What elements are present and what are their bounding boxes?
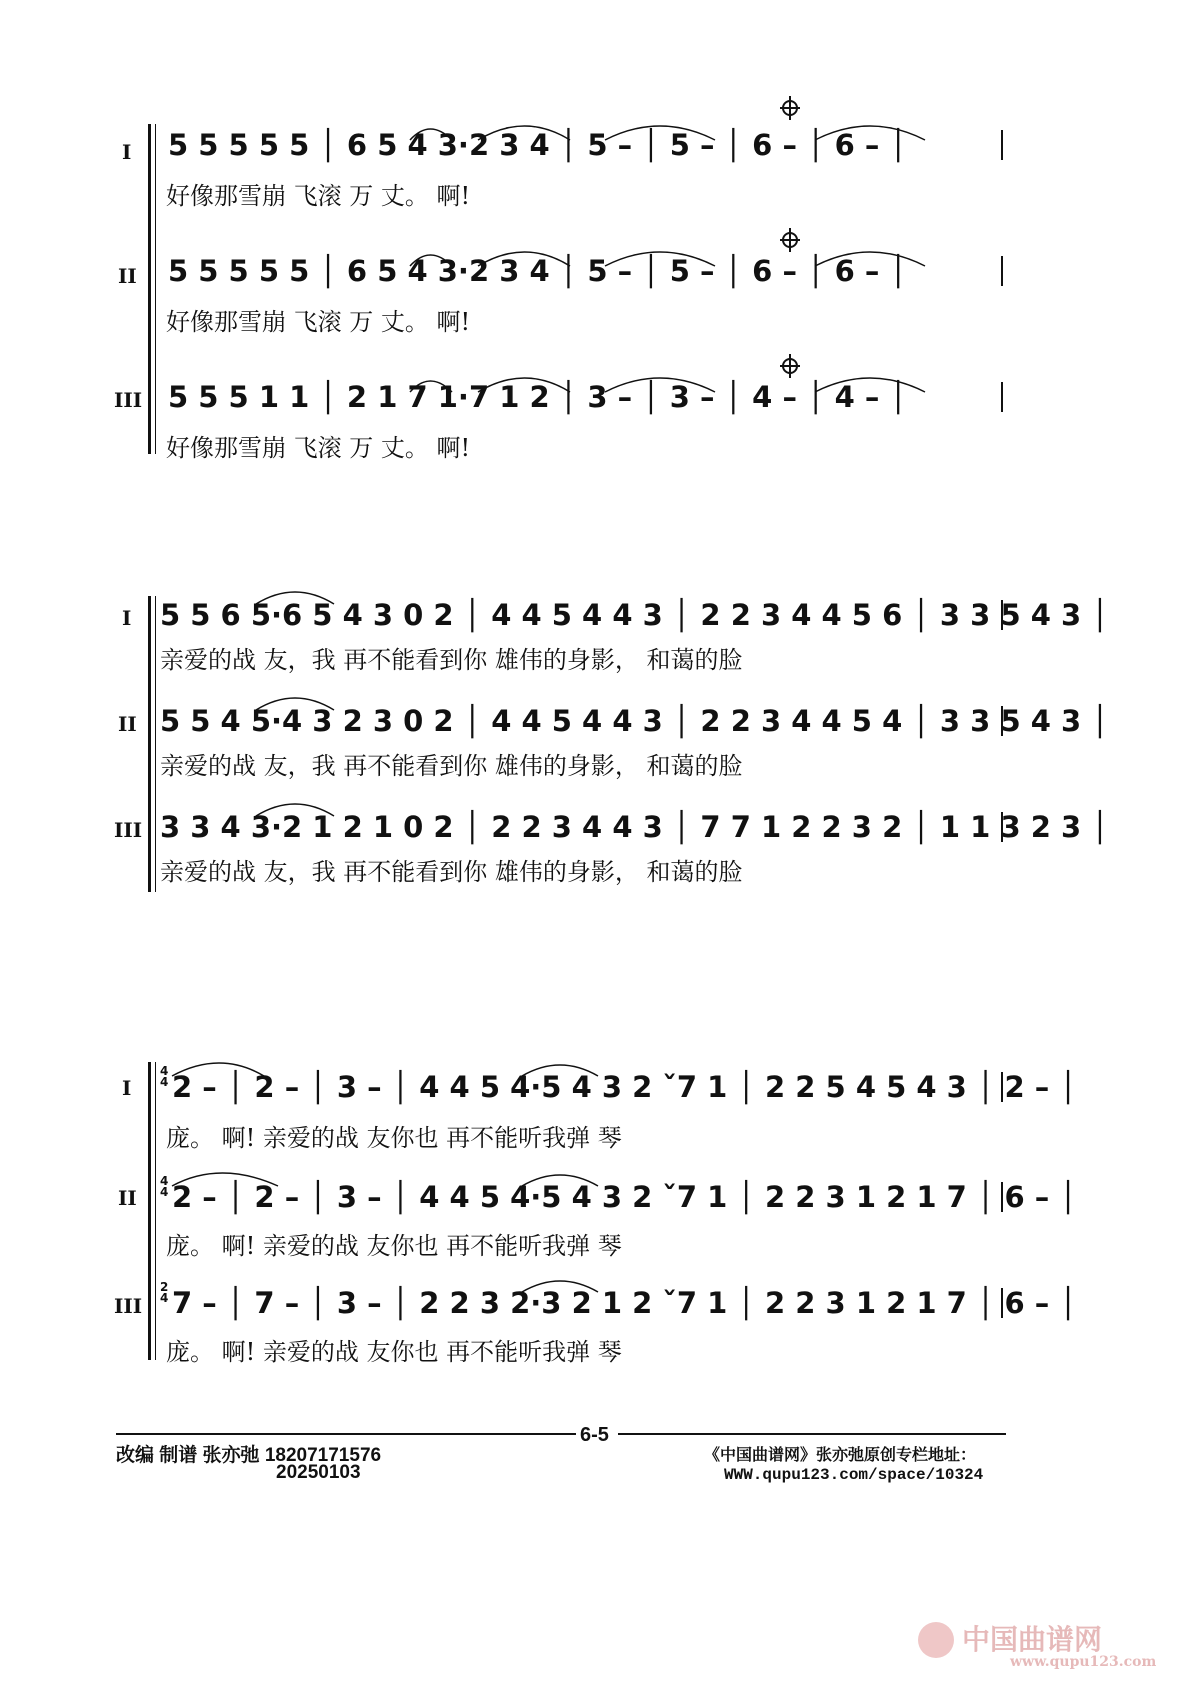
slur-arcs [172,126,925,1292]
notation-line: 5 5 6 5·6 5 4 3 0 2 │ 4 4 5 4 4 3 │ 2 2 3 4 4 5 6 │ 3 3 5 4 3 │ [160,598,1109,632]
time-signature: 4 4 [160,1174,169,1199]
voice-label: I [122,1076,132,1100]
voice-label: I [122,140,132,164]
watermark-logo [918,1622,954,1658]
lyrics-line: 好像那雪崩 飞滚 万 丈。 啊! [166,434,471,462]
lyrics-line: 好像那雪崩 飞滚 万 丈。 啊! [166,182,471,210]
lyrics-line: 好像那雪崩 飞滚 万 丈。 啊! [166,308,471,336]
coda-sign-icon [780,96,800,120]
lyrics-line: 庞。 啊! 亲爱的战 友你也 再不能听我弹 琴 [166,1338,622,1366]
site-line: 《中国曲谱网》张亦弛原创专栏地址： [704,1447,977,1465]
voice-label: III [114,388,143,412]
notation-line: 5 5 5 5 5 │ 6 5 4 3·2 3 4 │ 5 – │ 5 – │ 6 – │ 6 – │ [168,254,907,288]
voice-label: III [114,818,143,842]
voice-label: II [118,264,137,288]
voice-label: III [114,1294,143,1318]
notation-line: 7 – │ 7 – │ 3 – │ 2 2 3 2·3 2 1 2 ˇ7 1 │ 2 2 3 1 2 1 7 │ 6 – │ [172,1286,1077,1320]
notation-line: 2 – │ 2 – │ 3 – │ 4 4 5 4·5 4 3 2 ˇ7 1 │ 2 2 3 1 2 1 7 │ 6 – │ [172,1180,1077,1214]
lyrics-line: 亲爱的战 友，我 再不能看到你 雄伟的身影， 和蔼的脸 [160,646,743,674]
page-number: 6-5 [580,1424,609,1446]
time-signature: 2 4 [160,1280,169,1305]
time-signature: 4 4 [160,1064,169,1089]
voice-label: II [118,712,137,736]
coda-sign-icon [780,228,800,252]
arranger-credit: 改编 制谱 张亦弛 18207171576 [116,1445,382,1466]
site-url: WWW.qupu123.com/space/10324 [724,1466,984,1484]
lyrics-line: 庞。 啊! 亲爱的战 友你也 再不能听我弹 琴 [166,1232,622,1260]
lyrics-line: 亲爱的战 友，我 再不能看到你 雄伟的身影， 和蔼的脸 [160,858,743,886]
lyrics-line: 亲爱的战 友，我 再不能看到你 雄伟的身影， 和蔼的脸 [160,752,743,780]
date-text: 20250103 [276,1462,361,1483]
footer-rule-right [618,1433,1006,1435]
voice-label: II [118,1186,137,1210]
footer-rule-left [116,1433,576,1435]
notation-line: 5 5 5 5 5 │ 6 5 4 3·2 3 4 │ 5 – │ 5 – │ 6 – │ 6 – │ [168,128,907,162]
watermark-url: www.qupu123.com [1010,1654,1157,1670]
coda-sign-icon [780,354,800,378]
notation-line: 5 5 4 5·4 3 2 3 0 2 │ 4 4 5 4 4 3 │ 2 2 3 4 4 5 4 │ 3 3 5 4 3 │ [160,704,1109,738]
notation-line: 5 5 5 1 1 │ 2 1 7 1·7 1 2 │ 3 – │ 3 – │ 4 – │ 4 – │ [168,380,907,414]
voice-label: I [122,606,132,630]
watermark-text: 中国曲谱网 [962,1623,1103,1656]
notation-line: 2 – │ 2 – │ 3 – │ 4 4 5 4·5 4 3 2 ˇ7 1 │ 2 2 5 4 5 4 3 │ 2 – │ [172,1070,1077,1104]
notation-line: 3 3 4 3·2 1 2 1 0 2 │ 2 2 3 4 4 3 │ 7 7 1 2 2 3 2 │ 1 1 3 2 3 │ [160,810,1109,844]
lyrics-line: 庞。 啊! 亲爱的战 友你也 再不能听我弹 琴 [166,1124,622,1152]
